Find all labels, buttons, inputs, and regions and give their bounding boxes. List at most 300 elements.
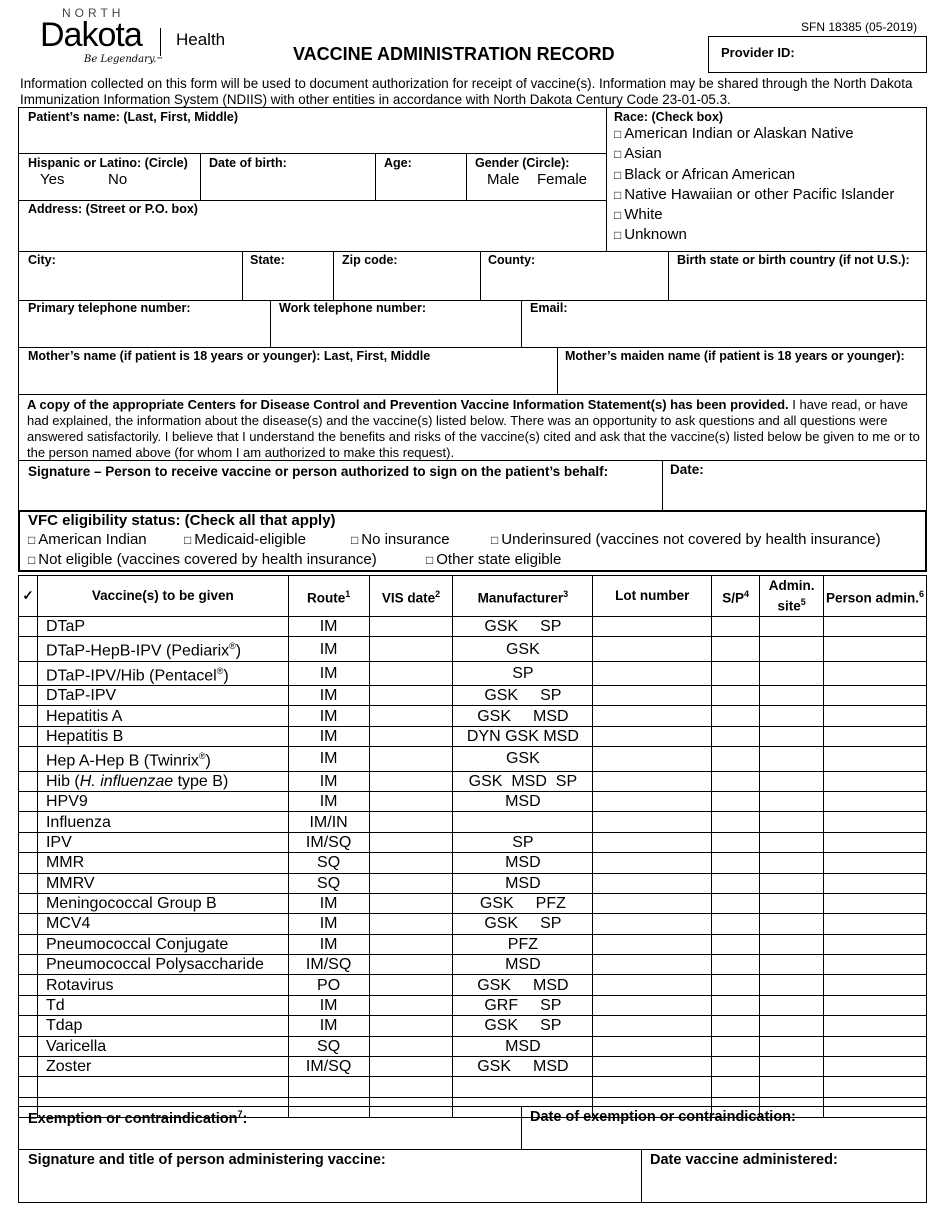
admin-site-cell[interactable] [760,853,824,873]
manufacturer-cell [453,934,593,954]
manufacturer-code: MSD [533,1058,569,1076]
vaccine-name: Hepatitis A [37,706,288,726]
sp-cell[interactable] [712,706,760,726]
table-row [19,995,927,1015]
lot-number-cell[interactable] [593,1077,712,1097]
person-admin-cell[interactable] [824,747,927,771]
admin-site-cell[interactable] [760,706,824,726]
route-cell: SQ [288,853,369,873]
lot-number-cell[interactable] [593,617,712,637]
admin-site-cell[interactable] [760,914,824,934]
manufacturer-cell [453,1057,593,1077]
exemption-date-field[interactable]: Date of exemption or contraindication: [530,1109,796,1125]
route-cell: IM [288,747,369,771]
gender-male[interactable]: Male [487,171,520,188]
manufacturer-code: PFZ [507,935,538,953]
table-row [19,914,927,934]
route-cell: IM [288,914,369,934]
manufacturer-list [453,996,592,1015]
vline [242,251,243,301]
admin-site-cell[interactable] [760,1057,824,1077]
county-field[interactable]: County: [488,253,536,267]
person-admin-cell[interactable] [824,975,927,995]
sp-cell[interactable] [712,661,760,685]
route-cell: IM [288,726,369,746]
lot-number-cell[interactable] [593,975,712,995]
person-admin-cell[interactable] [824,791,927,811]
sp-cell[interactable] [712,747,760,771]
vaccine-name: HPV9 [37,791,288,811]
state-field[interactable]: State: [250,253,285,267]
vis-date-cell[interactable] [369,617,453,637]
vfc-title: VFC eligibility status: (Check all that apply) [28,512,336,529]
address-field[interactable]: Address: (Street or P.O. box) [28,202,198,216]
check-cell[interactable] [19,1057,38,1077]
table-row [19,791,927,811]
admin-site-cell[interactable] [760,771,824,791]
lot-number-cell[interactable] [593,747,712,771]
admin-site-cell[interactable] [760,791,824,811]
check-cell[interactable] [19,637,38,661]
manufacturer-cell [453,791,593,811]
vis-header: VIS date$^2$ [369,576,453,617]
route-cell: IM [288,617,369,637]
admin-signature-field[interactable]: Signature and title of person administering vaccine: [28,1152,386,1168]
sp-cell[interactable] [712,975,760,995]
check-cell[interactable] [19,893,38,913]
check-cell[interactable] [19,812,38,832]
admin-date-field[interactable]: Date vaccine administered: [650,1152,838,1168]
sp-cell[interactable] [712,637,760,661]
admin-site-cell[interactable] [760,812,824,832]
lot-number-cell[interactable] [593,934,712,954]
route-cell: IM [288,661,369,685]
vis-date-cell[interactable] [369,1036,453,1056]
vaccine-header: Vaccine(s) to be given [37,576,288,617]
admin-site-cell[interactable] [760,617,824,637]
lot-number-cell[interactable] [593,706,712,726]
admin-site-cell[interactable] [760,747,824,771]
check-cell[interactable] [19,934,38,954]
person-admin-cell[interactable] [824,1077,927,1097]
manufacturer-list [453,833,592,852]
vline [521,1106,522,1150]
vaccine-name: MMRV [37,873,288,893]
table-row [19,686,927,706]
vis-date-cell[interactable] [369,853,453,873]
manufacturer-cell [453,747,593,771]
manufacturer-list [453,1057,592,1076]
sp-cell[interactable] [712,832,760,852]
mother-maiden-field[interactable]: Mother’s maiden name (if patient is 18 years or younger): [565,349,905,363]
patient-name-field[interactable]: Patient’s name: (Last, First, Middle) [28,110,238,124]
mfr-header: Manufacturer$^3$ [453,576,593,617]
gender-female[interactable]: Female [537,171,588,188]
sp-cell[interactable] [712,726,760,746]
manufacturer-code: DYN GSK MSD [466,728,579,746]
check-cell[interactable] [19,995,38,1015]
admin-site-cell[interactable] [760,934,824,954]
vline [641,1149,642,1203]
sp-cell[interactable] [712,771,760,791]
route-cell: IM [288,934,369,954]
vfc-option[interactable]: □ American Indian [28,531,147,548]
table-row [19,771,927,791]
race-option[interactable]: □ White [614,205,894,225]
person-admin-cell[interactable] [824,661,927,685]
vaccine-name: Hepatitis B [37,726,288,746]
manufacturer-list [453,853,592,872]
race-option[interactable]: □ Native Hawaiian or other Pacific Islander [614,185,894,205]
race-option[interactable]: □ American Indian or Alaskan Native [614,124,894,144]
table-row [19,1016,927,1036]
provider-id-label: Provider ID: [721,45,795,60]
route-cell: IM/SQ [288,955,369,975]
manufacturer-code: GSK [477,707,511,725]
admin-site-cell[interactable] [760,955,824,975]
vis-date-cell[interactable] [369,934,453,954]
admin-site-cell[interactable] [760,873,824,893]
consent-date-field[interactable]: Date: [670,462,704,477]
lot-number-cell[interactable] [593,873,712,893]
work-phone-field[interactable]: Work telephone number: [279,301,427,315]
sp-cell[interactable] [712,1077,760,1097]
vline-gender [466,153,467,200]
manufacturer-code: MSD [505,793,541,811]
table-header-row [19,576,927,617]
vaccine-name: Pneumococcal Polysaccharide [37,955,288,975]
sp-cell[interactable] [712,617,760,637]
vline [480,251,481,301]
vis-date-cell[interactable] [369,914,453,934]
lot-number-cell[interactable] [593,1057,712,1077]
manufacturer-code: SP [540,1017,562,1035]
form-title: VACCINE ADMINISTRATION RECORD [293,44,615,64]
person-admin-cell[interactable] [824,686,927,706]
check-cell[interactable] [19,1036,38,1056]
route-cell: IM/SQ [288,832,369,852]
manufacturer-code: GSK [505,750,540,768]
admin-site-cell[interactable] [760,726,824,746]
signature-field[interactable]: Signature – Person to receive vaccine or person authorized to sign on the patient’s behalf: [28,464,609,479]
lot-number-cell[interactable] [593,661,712,685]
manufacturer-cell [453,726,593,746]
vis-date-cell[interactable] [369,726,453,746]
table-row [19,934,927,954]
manufacturer-list [453,792,592,811]
manufacturer-code: SP [540,997,562,1015]
vaccine-name: Rotavirus [37,975,288,995]
manufacturer-list [453,935,592,954]
vis-date-cell[interactable] [369,1016,453,1036]
vaccine-name: DTaP-IPV/Hib (Pentacel®) [37,661,288,685]
check-cell[interactable] [19,853,38,873]
vis-date-cell[interactable] [369,995,453,1015]
route-cell: IM [288,706,369,726]
manufacturer-code: MSD [533,707,569,725]
person-admin-cell[interactable] [824,812,927,832]
vfc-option[interactable]: □ Not eligible (vaccines covered by health insurance) [28,551,377,568]
person-admin-cell[interactable] [824,873,927,893]
route-cell: IM/IN [288,812,369,832]
admin-site-cell[interactable] [760,637,824,661]
lot-number-cell[interactable] [593,893,712,913]
vis-date-cell[interactable] [369,975,453,995]
vfc-option[interactable]: □ Underinsured (vaccines not covered by health insurance) [491,531,881,548]
admin-site-cell[interactable] [760,1077,824,1097]
lot-number-cell[interactable] [593,955,712,975]
lot-number-cell[interactable] [593,853,712,873]
lot-number-cell[interactable] [593,1016,712,1036]
sp-cell[interactable] [712,955,760,975]
vaccine-name: Hep A-Hep B (Twinrix®) [37,747,288,771]
race-option[interactable]: □ Asian [614,144,894,164]
table-row [19,661,927,685]
zip-field[interactable]: Zip code: [342,253,398,267]
manufacturer-cell [453,661,593,685]
manufacturer-code: SP [540,915,562,933]
check-cell[interactable] [19,832,38,852]
check-cell[interactable] [19,661,38,685]
vaccine-name: DTaP-HepB-IPV (Pediarix®) [37,637,288,661]
sp-cell[interactable] [712,934,760,954]
vis-date-cell[interactable] [369,747,453,771]
vfc-option[interactable]: □ No insurance [351,531,450,548]
hline-2 [18,200,606,201]
check-cell[interactable] [19,1016,38,1036]
person-admin-cell[interactable] [824,853,927,873]
check-cell[interactable] [19,771,38,791]
lot-number-cell[interactable] [593,812,712,832]
primary-phone-field[interactable]: Primary telephone number: [28,301,191,315]
vis-date-cell[interactable] [369,873,453,893]
lot-number-cell[interactable] [593,637,712,661]
sp-cell[interactable] [712,914,760,934]
sp-cell[interactable] [712,893,760,913]
logo-health: Health [176,30,226,49]
lot-number-cell[interactable] [593,771,712,791]
manufacturer-code: GSK [477,976,511,994]
table-row [19,975,927,995]
dob-field[interactable]: Date of birth: [209,156,287,170]
person-admin-cell[interactable] [824,726,927,746]
table-row [19,747,927,771]
lot-number-cell[interactable] [593,914,712,934]
vaccine-name: Tdap [37,1016,288,1036]
vfc-option[interactable]: □ Other state eligible [426,551,561,568]
provider-id-field[interactable] [708,36,927,73]
check-cell[interactable] [19,1077,38,1097]
lot-number-cell[interactable] [593,832,712,852]
admin-site-cell[interactable] [760,893,824,913]
sp-cell[interactable] [712,853,760,873]
vis-date-cell[interactable] [369,706,453,726]
route-cell: IM [288,771,369,791]
race-option[interactable]: □ Black or African American [614,165,894,185]
route-cell: IM [288,995,369,1015]
vis-date-cell[interactable] [369,955,453,975]
birth-state-field[interactable]: Birth state or birth country (if not U.S.): [677,253,910,267]
manufacturer-cell [453,771,593,791]
vaccine-name: MMR [37,853,288,873]
table-row [19,726,927,746]
vaccine-name: DTaP [37,617,288,637]
vis-date-cell[interactable] [369,893,453,913]
email-field[interactable]: Email: [530,301,568,315]
sp-cell[interactable] [712,995,760,1015]
manufacturer-cell [453,873,593,893]
vline [270,300,271,348]
sp-cell[interactable] [712,1036,760,1056]
sp-cell[interactable] [712,1057,760,1077]
check-cell[interactable] [19,706,38,726]
vline [557,347,558,395]
manufacturer-cell [453,706,593,726]
vaccine-name: Td [37,995,288,1015]
manufacturer-list [453,664,592,683]
mother-name-field[interactable]: Mother’s name (if patient is 18 years or younger): Last, First, Middle [28,349,431,363]
person-admin-cell[interactable] [824,706,927,726]
sp-cell[interactable] [712,812,760,832]
vaccine-name: Influenza [37,812,288,832]
vis-date-cell[interactable] [369,1057,453,1077]
age-field[interactable]: Age: [384,156,412,170]
admin-site-cell[interactable] [760,975,824,995]
hispanic-yes[interactable]: Yes [40,171,65,188]
manufacturer-code: MSD [505,1037,541,1055]
check-cell[interactable] [19,726,38,746]
check-cell[interactable] [19,914,38,934]
table-row [19,832,927,852]
site-header: Admin. site$^5$ [760,576,824,617]
manufacturer-code: GSK [479,895,514,913]
person-admin-cell[interactable] [824,637,927,661]
sp-cell[interactable] [712,791,760,811]
route-cell: PO [288,975,369,995]
city-field[interactable]: City: [28,253,56,267]
lot-number-cell[interactable] [593,726,712,746]
vline [521,300,522,348]
sp-cell[interactable] [712,686,760,706]
table-row [19,893,927,913]
vis-date-cell[interactable] [369,661,453,685]
person-admin-cell[interactable] [824,1057,927,1077]
admin-site-cell[interactable] [760,686,824,706]
manufacturer-list [453,1037,592,1056]
manufacturer-code: GSK [477,1058,511,1076]
sp-cell[interactable] [712,873,760,893]
vis-date-cell[interactable] [369,1077,453,1097]
check-cell[interactable] [19,747,38,771]
lot-number-cell[interactable] [593,1036,712,1056]
manufacturer-code: SP [512,833,534,851]
manufacturer-code: GSK [484,1017,519,1035]
sp-header: $S/P^4$ [712,576,760,617]
manufacturer-code: SP [540,687,562,705]
intro-text: Information collected on this form will be used to document authorization for receipt of vaccine(s). Information may be shared through the North Dakota Immunization Information System (NDIIS) with other entities in accordance with North Dakota Century Code 23-01-05.3. [20,76,913,107]
person-admin-cell[interactable] [824,914,927,934]
person-admin-cell[interactable] [824,955,927,975]
person-admin-cell[interactable] [824,617,927,637]
person-admin-cell[interactable] [824,995,927,1015]
vis-date-cell[interactable] [369,771,453,791]
check-cell[interactable] [19,873,38,893]
route-header: Route$^1$ [288,576,369,617]
person-admin-cell[interactable] [824,771,927,791]
manufacturer-cell [453,955,593,975]
manufacturer-cell [453,617,593,637]
check-cell[interactable] [19,791,38,811]
person-admin-cell[interactable] [824,1036,927,1056]
person-header: Person admin.$^6$ [824,576,927,617]
admin-site-cell[interactable] [760,661,824,685]
consent-text: A copy of the appropriate Centers for Disease Control and Prevention Vaccine Information Statement(s) has been provided. I have read, or have had explained, the information about the disease(s) and the vaccine(s) listed below. There was an opportunity to ask questions and all questions were answered satisfactorily. I believe that I understand the benefits and risks of the vaccine(s) cited and ask that the vaccine(s) listed below be given to me or to the person named above (for whom I am authorized to make this request). [27,397,920,460]
person-admin-cell[interactable] [824,832,927,852]
vis-date-cell[interactable] [369,686,453,706]
manufacturer-cell [453,995,593,1015]
check-cell[interactable] [19,686,38,706]
vline [668,251,669,301]
route-cell [288,1077,369,1097]
admin-site-cell[interactable] [760,995,824,1015]
manufacturer-code: SP [512,664,534,682]
route-cell: IM/SQ [288,1057,369,1077]
admin-site-cell[interactable] [760,832,824,852]
race-option[interactable]: □ Unknown [614,225,894,245]
route-cell: IM [288,791,369,811]
hispanic-no[interactable]: No [108,171,128,188]
check-cell[interactable] [19,975,38,995]
admin-site-cell[interactable] [760,1016,824,1036]
vis-date-cell[interactable] [369,637,453,661]
table-row [19,637,927,661]
lot-number-cell[interactable] [593,995,712,1015]
check-cell[interactable] [19,955,38,975]
person-admin-cell[interactable] [824,893,927,913]
person-admin-cell[interactable] [824,1016,927,1036]
table-row [19,812,927,832]
manufacturer-code: MSD [505,956,541,974]
manufacturer-cell [453,914,593,934]
route-cell: SQ [288,1036,369,1056]
lot-header: Lot number [593,576,712,617]
logo [40,6,240,68]
vis-date-cell[interactable] [369,791,453,811]
manufacturer-code: MSD [533,976,569,994]
manufacturer-cell [453,975,593,995]
hispanic-label: Hispanic or Latino: (Circle) [28,156,188,170]
vis-date-cell[interactable] [369,812,453,832]
person-admin-cell[interactable] [824,934,927,954]
manufacturer-code: GSK [484,687,519,705]
vis-date-cell[interactable] [369,832,453,852]
manufacturer-list [453,955,592,974]
lot-number-cell[interactable] [593,791,712,811]
manufacturer-list [453,640,592,659]
race-options [614,124,894,246]
route-cell: IM [288,637,369,661]
lot-number-cell[interactable] [593,686,712,706]
vline-age [375,153,376,200]
route-cell: IM [288,686,369,706]
sp-cell[interactable] [712,1016,760,1036]
check-cell[interactable] [19,617,38,637]
vfc-option[interactable]: □ Medicaid-eligible [184,531,306,548]
admin-site-cell[interactable] [760,1036,824,1056]
manufacturer-cell [453,812,593,832]
manufacturer-cell [453,893,593,913]
exemption-field[interactable]: Exemption or contraindication$^7$: [28,1109,248,1127]
